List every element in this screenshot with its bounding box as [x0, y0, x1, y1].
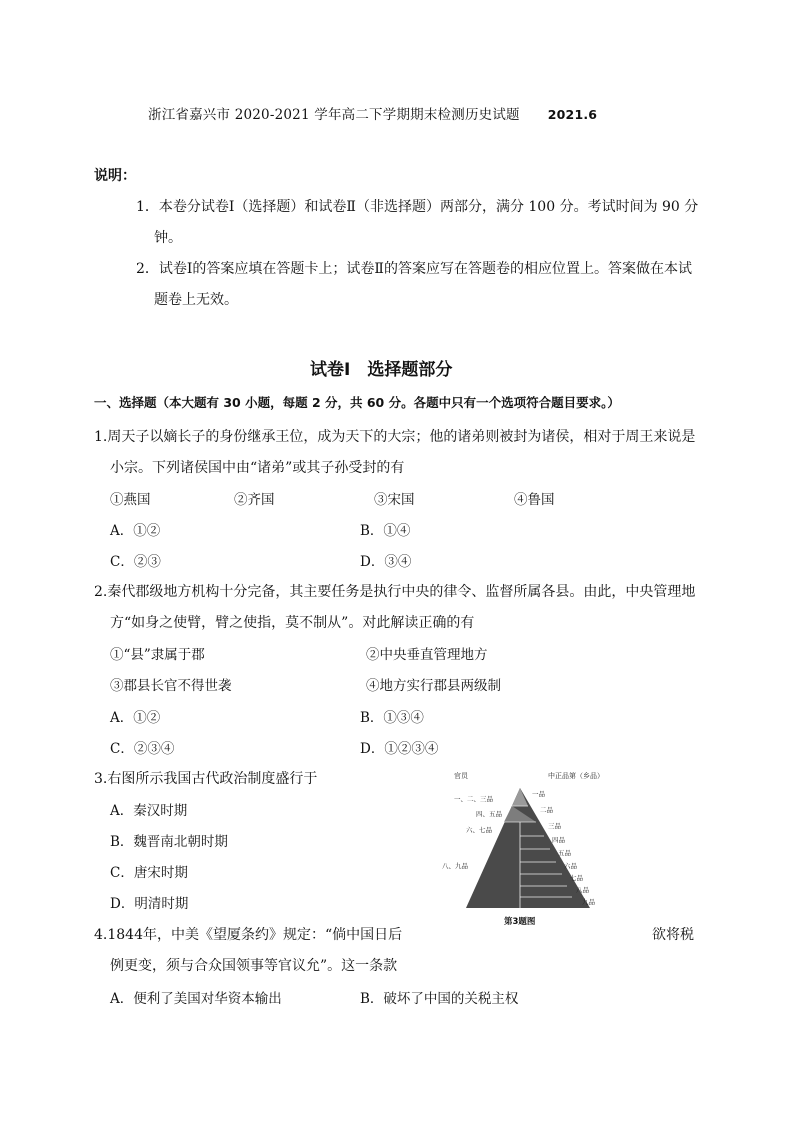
figure-right-header: 中正品第（乡品）	[548, 772, 604, 780]
question-1-option-d: D．③④	[360, 554, 412, 570]
nine-rank-pyramid-figure	[420, 766, 620, 930]
question-1-option-a: A．①②	[110, 523, 161, 539]
figure-right-label: 二品	[540, 806, 553, 814]
question-1-option-b: B．①④	[360, 523, 411, 539]
question-3-stem: 3.右图所示我国古代政治制度盛行于	[94, 771, 318, 787]
question-2-option-b: B．①③④	[360, 710, 424, 726]
question-3-option-c: C．唐宋时期	[110, 865, 188, 881]
instruction-1-line-2: 钟。	[154, 230, 182, 246]
pyramid-top-tier	[512, 788, 528, 806]
figure-left-label: 八、九品	[442, 862, 468, 870]
figure-right-label: 八品	[576, 886, 589, 894]
exam-title: 浙江省嘉兴市 2020-2021 学年高二下学期期末检测历史试题	[148, 107, 520, 123]
question-2-line-1: 2.秦代郡级地方机构十分完备，其主要任务是执行中央的律令、监督所属各县。由此，中央管理地	[94, 584, 696, 600]
question-2-line-2: 方“如身之使臂，臂之使指，莫不制从”。对此解读正确的有	[110, 615, 475, 631]
question-1-item: ④鲁国	[514, 492, 555, 508]
instruction-1-line-1: 1．本卷分试卷Ⅰ（选择题）和试卷Ⅱ（非选择题）两部分，满分 100 分。考试时间为 90 分	[136, 199, 699, 215]
question-4-option-a: A．便利了美国对华资本输出	[110, 991, 282, 1007]
question-1-item: ③宋国	[374, 492, 415, 508]
question-3-option-a: A．秦汉时期	[110, 803, 188, 819]
question-1-line-1: 1.周天子以嫡长子的身份继承王位，成为天下的大宗；他的诸弟则被封为诸侯，相对于周王来说是	[94, 429, 696, 445]
question-2-item: ②中央垂直管理地方	[366, 647, 488, 663]
question-4-line-2: 例更变，须与合众国领事等官议允”。这一条款	[110, 958, 398, 974]
figure-caption: 第3题图	[504, 917, 536, 927]
figure-right-label: 三品	[548, 822, 561, 830]
part-one-heading: 一、选择题（本大题有 30 小题，每题 2 分，共 60 分。各题中只有一个选项符合题目要求。）	[94, 395, 620, 410]
question-1-option-c: C．②③	[110, 554, 161, 570]
question-2-item: ④地方实行郡县两级制	[366, 678, 501, 694]
figure-right-label: 一品	[532, 790, 545, 798]
question-2-item: ①“县”隶属于郡	[110, 647, 205, 663]
figure-right-label: 六品	[564, 862, 577, 870]
instruction-2-line-2: 题卷上无效。	[154, 292, 238, 308]
instruction-2-line-1: 2．试卷Ⅰ的答案应填在答题卡上；试卷Ⅱ的答案应写在答题卷的相应位置上。答案做在本试	[136, 261, 692, 277]
question-2-item: ③郡县长官不得世袭	[110, 678, 232, 694]
figure-left-header: 官员	[454, 772, 468, 780]
page-title	[148, 103, 597, 123]
question-1-item: ①燕国	[110, 492, 151, 508]
figure-left-label: 一、二、三品	[454, 795, 493, 803]
question-3-option-d: D．明清时期	[110, 896, 189, 912]
question-2-option-c: C．②③④	[110, 741, 175, 757]
question-2-option-d: D．①②③④	[360, 741, 439, 757]
figure-right-label: 九品	[582, 898, 595, 906]
figure-left-label: 六、七品	[466, 826, 492, 834]
figure-right-label: 七品	[570, 874, 583, 882]
instructions-heading: 说明：	[94, 168, 136, 184]
exam-date: 2021.6	[547, 107, 598, 122]
question-3-option-b: B．魏晋南北朝时期	[110, 834, 228, 850]
question-1-line-2: 小宗。下列诸侯国中由“诸弟”或其子孙受封的有	[110, 460, 405, 476]
figure-right-label: 五品	[558, 849, 571, 857]
question-4-line-1-left: 4.1844年，中美《望厦条约》规定：“倘中国日后	[94, 927, 403, 943]
question-1-item: ②齐国	[234, 492, 275, 508]
figure-right-label: 四品	[552, 836, 565, 844]
question-4-line-1-right: 欲将税	[652, 927, 694, 943]
figure-left-label: 四、五品	[476, 810, 502, 818]
question-2-option-a: A．①②	[110, 710, 161, 726]
question-4-option-b: B．破坏了中国的关税主权	[360, 991, 519, 1007]
section-title: 试卷Ⅰ 选择题部分	[310, 360, 453, 380]
